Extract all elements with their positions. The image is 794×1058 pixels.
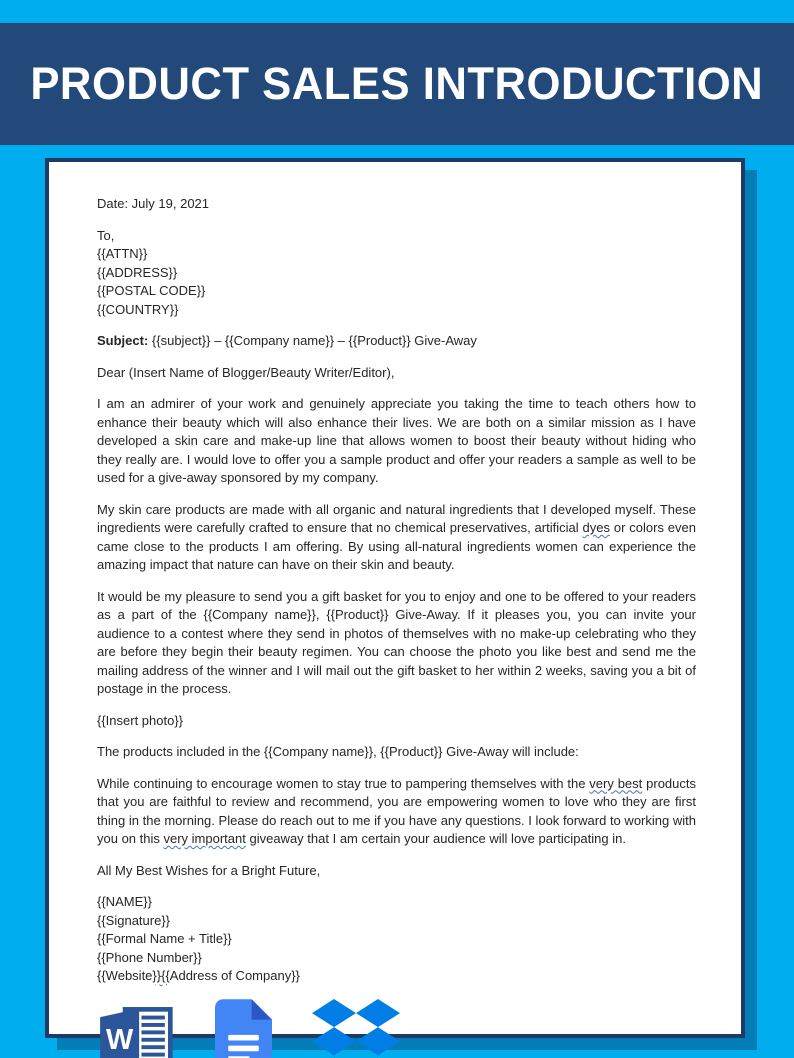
signature-placeholder: {{Signature}} <box>97 912 171 928</box>
recipient-block <box>97 227 696 320</box>
signature-block <box>97 893 696 986</box>
postal-code-placeholder: {{POSTAL CODE}} <box>97 283 206 298</box>
subject-text: {{subject}} – {{Company name}} – {{Product}} Give-Away <box>148 333 477 348</box>
insert-photo-placeholder: {{Insert photo}} <box>97 712 184 728</box>
google-docs-icon[interactable] <box>215 999 272 1058</box>
paragraph-intro: I am an admirer of your work and genuinely appreciate you taking the time to teach others how to enhance their beauty which will also enhance their lives. We are both on a similar mission as I have developed a skin care and make-up line that allows women to boost their beauty without hiding who they really are. I would love to offer you a sample product and offer your readers a sample as well to be used for a give-away sponsored by my company. <box>97 396 696 485</box>
dropbox-icon[interactable] <box>312 999 400 1058</box>
name-placeholder: {{NAME}} <box>97 894 152 909</box>
page-title: PRODUCT SALES INTRODUCTION <box>30 58 764 109</box>
country-placeholder: {{COUNTRY}} <box>97 301 179 317</box>
address-placeholder: {{ADDRESS}} <box>97 264 178 280</box>
salutation: Dear (Insert Name of Blogger/Beauty Writer/Editor), <box>97 364 395 380</box>
phone-number-placeholder: {{Phone Number}} <box>97 949 202 965</box>
title-banner <box>0 23 794 145</box>
subject-label: Subject: <box>97 333 149 348</box>
letter-document <box>45 158 745 1057</box>
to-line: To, <box>97 227 115 243</box>
products-line: The products included in the {{Company name}}, {{Product}} Give-Away will include: <box>97 744 579 759</box>
subject-line <box>97 332 696 351</box>
paragraph-closing: While continuing to encourage women to stay true to pampering themselves with the very best products that you are faithful to review and recommend, you are empowering women to love who they are first thing in the morning. Please do reach out to me if you have any questions. I look forward to working with you on this very important giveaway that I am certain your audience will love participating in. <box>97 775 696 846</box>
date-line: Date: July 19, 2021 <box>97 196 210 211</box>
file-format-icons <box>97 999 696 1058</box>
microsoft-word-icon[interactable] <box>97 999 175 1058</box>
website-address-placeholder: {{Website}}{{Address of Company}} <box>97 968 300 983</box>
paragraph-ingredients: My skin care products are made with all organic and natural ingredients that I developed myself. These ingredients were carefully crafted to ensure that no chemical preservatives, artificial dyes or colors even came close to the products I am offering. By using all-natural ingredients women can experience the amazing impact that nature can have on their skin and beauty. <box>97 501 697 572</box>
paragraph-gift-basket: It would be my pleasure to send you a gift basket for you to enjoy and one to be offered to your readers as a part of the {{Company name}}, {{Product}} Give-Away. If it pleases you, you can invite your audience to a contest where they send in photos of themselves with no make-up celebrating who they are before they begin their beauty regimen. You can choose the photo you like best and send me the mailing address of the winner and I will mail out the gift basket to her within 2 weeks, saving you a bit of postage in the process. <box>97 588 696 696</box>
attn-placeholder: {{ATTN}} <box>97 246 148 261</box>
formal-name-title-placeholder: {{Formal Name + Title}} <box>97 931 232 946</box>
closing-line: All My Best Wishes for a Bright Future, <box>97 862 321 878</box>
word-letter: W <box>106 1024 134 1057</box>
